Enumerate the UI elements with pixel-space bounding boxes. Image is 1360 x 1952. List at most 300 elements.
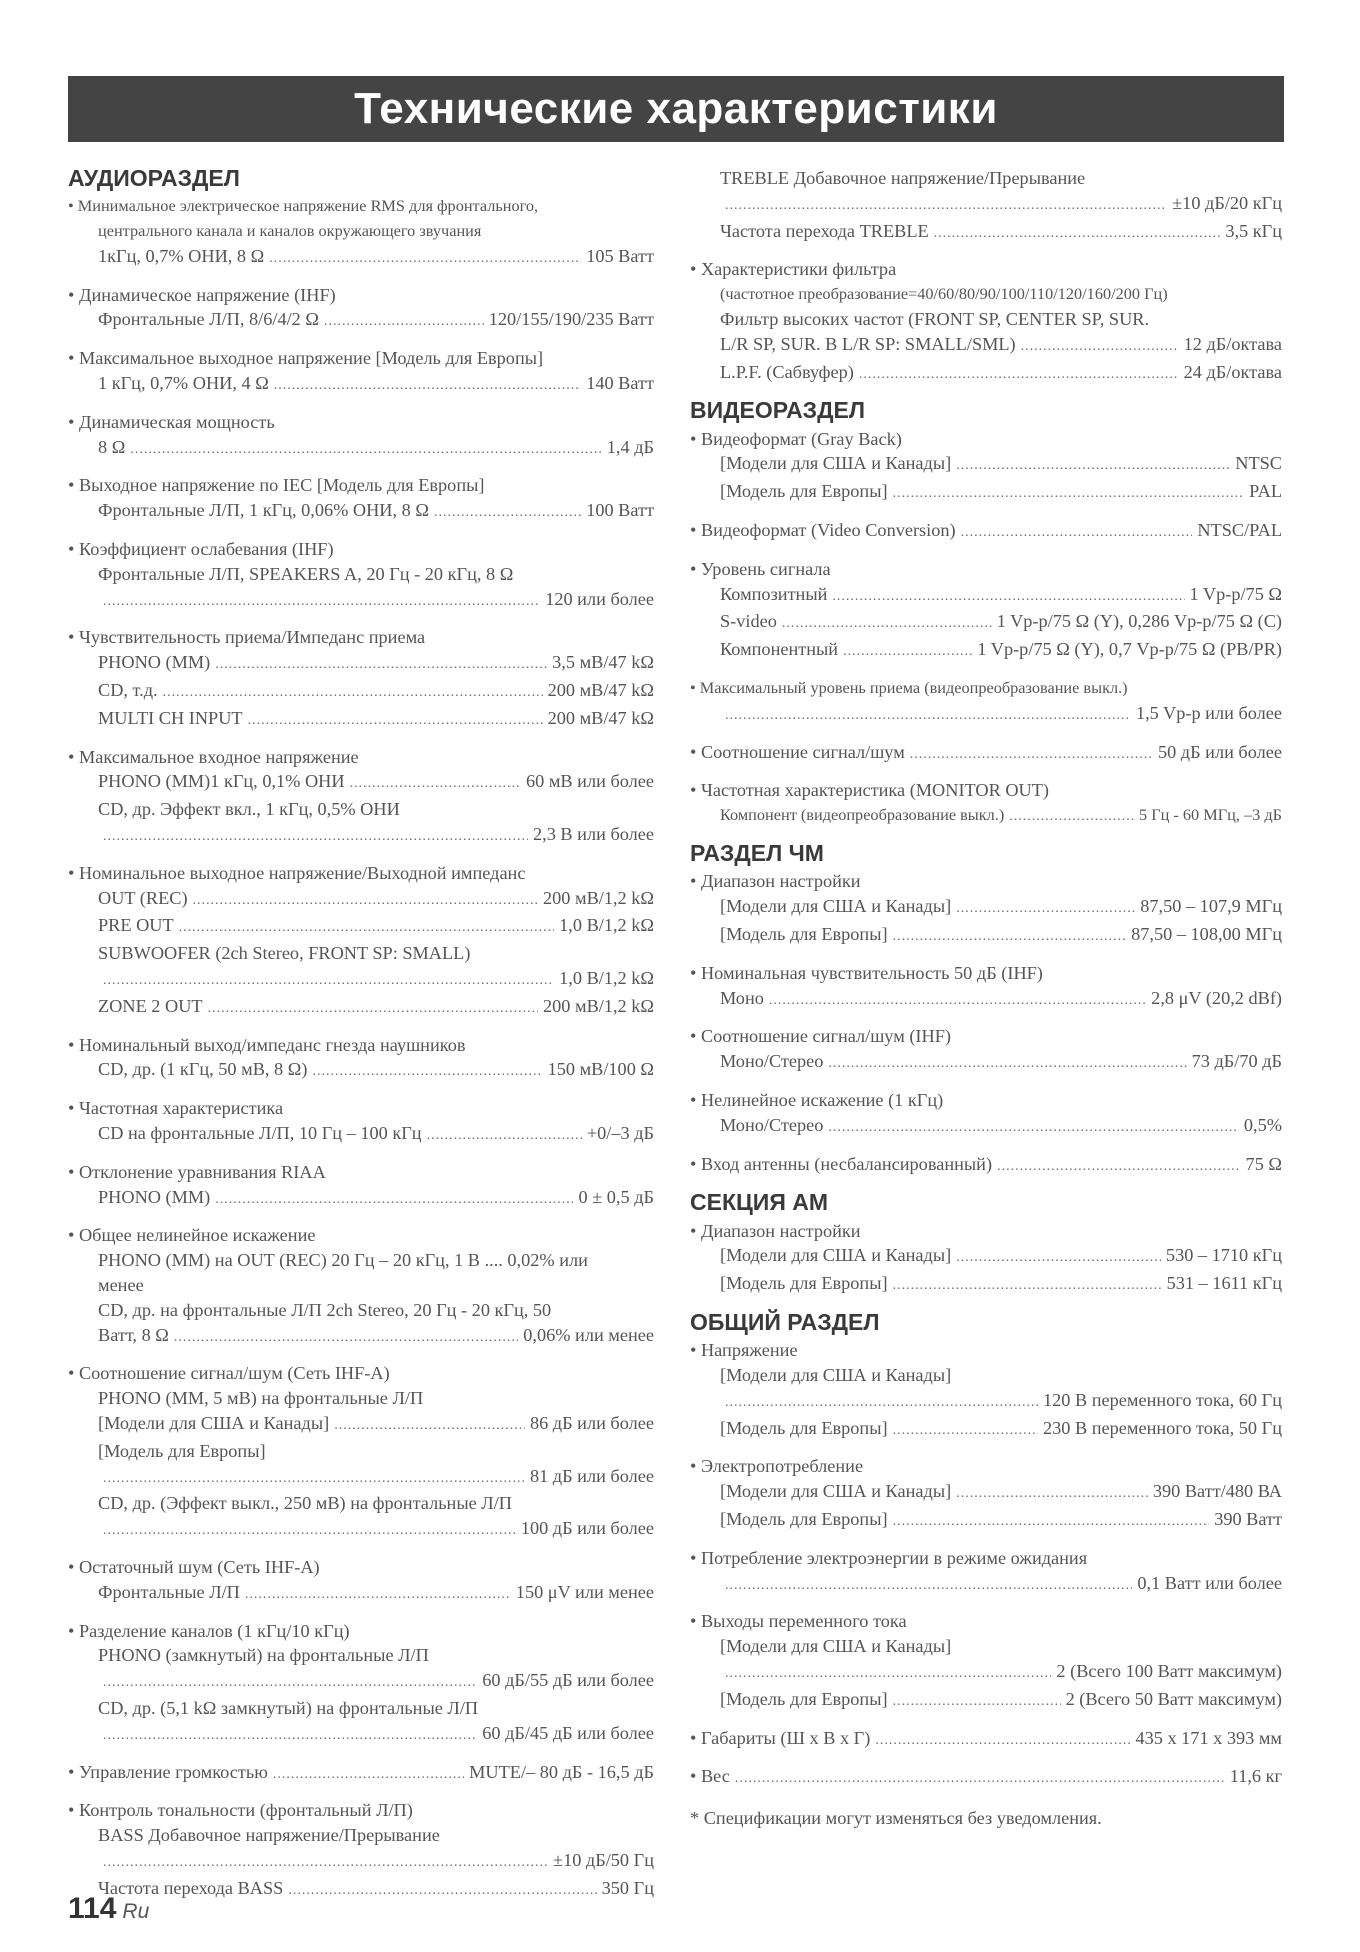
spec-label: PRE OUT (98, 915, 174, 936)
leader-dots (725, 704, 1131, 729)
spec-label: • Вес (690, 1766, 730, 1787)
spec-label: Фронтальные Л/П (98, 1581, 240, 1602)
spec-label: L.P.F. (Сабвуфер) (720, 361, 854, 382)
spec-row (690, 803, 1282, 830)
spec-item (68, 1033, 654, 1086)
page-number: 114 (68, 1892, 117, 1925)
spec-label: PHONO (MM) (98, 1186, 211, 1207)
spec-row (68, 650, 654, 678)
spec-item (690, 257, 1282, 387)
leader-dots (103, 969, 554, 994)
spec-row (690, 1416, 1282, 1444)
spec-value: 3,5 мВ/47 kΩ (552, 652, 654, 673)
spec-item (68, 537, 654, 614)
spec-text: BASS Добавочное напряжение/Прерывание (98, 1825, 440, 1846)
spec-item (68, 283, 654, 336)
spec-row (68, 769, 654, 797)
section-title: АУДИОРАЗДЕЛ (68, 165, 240, 191)
leader-dots (312, 1060, 542, 1085)
leader-dots (725, 1662, 1051, 1687)
spec-text: • Потребление электроэнергии в режиме ожидания (690, 1547, 1088, 1568)
spec-row (690, 1659, 1282, 1687)
spec-item (68, 1160, 654, 1213)
spec-value: 390 Ватт/480 ВА (1152, 1481, 1282, 1502)
spec-text: менее (98, 1274, 144, 1295)
spec-item (690, 166, 1282, 246)
spec-value: ±10 дБ/50 Гц (553, 1849, 654, 1870)
spec-text: • Видеоформат (Gray Back) (690, 428, 902, 449)
leader-dots (1009, 805, 1134, 830)
disclaimer-note: * Спецификации могут изменяться без уведомления. (690, 1808, 1102, 1829)
spec-row (690, 1764, 1282, 1792)
spec-value: 1 Vp-p/75 Ω (1189, 583, 1282, 604)
spec-section (690, 1190, 1282, 1299)
leader-dots (832, 585, 1184, 610)
spec-value: 75 Ω (1245, 1153, 1282, 1174)
spec-text: центрального канала и каналов окружающего звучания (98, 221, 482, 241)
spec-label: CD, т.д. (98, 680, 158, 701)
spec-value: 531 – 1611 кГц (1166, 1273, 1282, 1294)
spec-value: MUTE/– 80 дБ - 16,5 дБ (469, 1761, 654, 1782)
spec-item (690, 557, 1282, 665)
spec-label: 1 кГц, 0,7% ОНИ, 4 Ω (98, 373, 269, 394)
spec-row (690, 219, 1282, 247)
spec-label: CD, др. (1 кГц, 50 мВ, 8 Ω) (98, 1059, 308, 1080)
spec-text: • Уровень сигнала (690, 558, 831, 579)
leader-dots (956, 897, 1135, 922)
spec-value: 60 дБ/45 дБ или более (482, 1722, 654, 1743)
spec-value: 2,8 μV (20,2 dBf) (1151, 987, 1282, 1008)
spec-label: L/R SP, SUR. B L/R SP: SMALL/SML) (720, 333, 1016, 354)
leader-dots (193, 889, 538, 914)
spec-row (690, 332, 1282, 360)
leader-dots (103, 1467, 525, 1492)
spec-value: 60 дБ/55 дБ или более (482, 1670, 654, 1691)
spec-row (690, 1113, 1282, 1141)
leader-dots (782, 612, 992, 637)
spec-row (68, 1580, 654, 1608)
spec-item (690, 1088, 1282, 1141)
leader-dots (843, 640, 972, 665)
leader-dots (828, 1116, 1239, 1141)
spec-label: Моно/Стерео (720, 1114, 824, 1135)
spec-row (690, 1687, 1282, 1715)
spec-value: 24 дБ/октава (1183, 361, 1282, 382)
leader-dots (997, 1155, 1240, 1180)
spec-label: [Модель для Европы] (720, 1273, 888, 1294)
spec-text: • Электропотребление (690, 1456, 864, 1477)
leader-dots (961, 521, 1193, 546)
spec-row (68, 1760, 654, 1788)
spec-row (690, 479, 1282, 507)
spec-row (690, 1726, 1282, 1754)
spec-section (690, 398, 1282, 830)
spec-value: ±10 дБ/20 кГц (1172, 192, 1282, 213)
spec-row (68, 966, 654, 994)
spec-text: • Динамическое напряжение (IHF) (68, 284, 336, 305)
spec-value: 200 мВ/1,2 kΩ (543, 995, 654, 1016)
spec-label: • Видеоформат (Video Conversion) (690, 520, 956, 541)
leader-dots (103, 1671, 477, 1696)
spec-label: ZONE 2 OUT (98, 995, 203, 1016)
spec-value: 100 Ватт (586, 500, 654, 521)
spec-item (68, 1096, 654, 1149)
leader-dots (725, 1574, 1132, 1599)
spec-text: SUBWOOFER (2ch Stereo, FRONT SP: SMALL) (98, 943, 471, 964)
spec-item (690, 1338, 1282, 1443)
spec-value: 1 Vp-p/75 Ω (Y), 0,7 Vp-p/75 Ω (PB/PR) (977, 639, 1282, 660)
spec-text: • Нелинейное искажение (1 кГц) (690, 1089, 944, 1110)
leader-dots (215, 653, 547, 678)
leader-dots (735, 1767, 1225, 1792)
spec-label: [Модели для США и Канады] (720, 1245, 952, 1266)
spec-value: 530 – 1710 кГц (1165, 1245, 1282, 1266)
leader-dots (130, 438, 601, 463)
spec-text: • Номинальный выход/импеданс гнезда наушников (68, 1034, 466, 1055)
spec-value: 105 Ватт (586, 245, 654, 266)
spec-text: Фронтальные Л/П, SPEAKERS A, 20 Гц - 20 кГц, 8 Ω (98, 563, 514, 584)
spec-text: PHONO (замкнутый) на фронтальные Л/П (98, 1645, 429, 1666)
leader-dots (956, 1482, 1148, 1507)
spec-value: 12 дБ/октава (1183, 333, 1282, 354)
spec-text: • Коэффициент ослабевания (IHF) (68, 539, 334, 560)
spec-item (690, 961, 1282, 1014)
spec-text: • Контроль тональности (фронтальный Л/П) (68, 1800, 413, 1821)
spec-section (68, 166, 654, 1904)
spec-label: [Модели для США и Канады] (720, 453, 952, 474)
page-title-bar (68, 76, 1284, 142)
spec-value: 150 мВ/100 Ω (547, 1059, 654, 1080)
spec-item (690, 778, 1282, 830)
spec-item (690, 740, 1282, 768)
spec-row (68, 1848, 654, 1876)
leader-dots (215, 1188, 573, 1213)
spec-value: 200 мВ/1,2 kΩ (543, 887, 654, 908)
spec-value: 87,50 – 108,00 МГц (1131, 923, 1282, 944)
spec-value: 150 μV или менее (515, 1581, 654, 1602)
spec-label: [Модели для США и Канады] (720, 1481, 952, 1502)
spec-text: • Разделение каналов (1 кГц/10 кГц) (68, 1620, 350, 1641)
spec-text: • Частотная характеристика (68, 1098, 284, 1119)
spec-value: NTSC (1235, 453, 1282, 474)
spec-item (68, 745, 654, 850)
spec-row (68, 1323, 654, 1351)
spec-row (690, 582, 1282, 610)
spec-row (68, 371, 654, 399)
spec-label: PHONO (MM)1 кГц, 0,1% ОНИ (98, 771, 345, 792)
leader-dots (934, 222, 1221, 247)
spec-value: 230 В переменного тока, 50 Гц (1042, 1417, 1282, 1438)
spec-label: CD на фронтальные Л/П, 10 Гц – 100 кГц (98, 1123, 422, 1143)
spec-row (690, 1049, 1282, 1077)
section-title: РАЗДЕЛ ЧМ (690, 840, 824, 867)
spec-text: • Диапазон настройки (690, 1220, 861, 1241)
spec-value: 5 Гц - 60 МГц, –3 дБ (1139, 805, 1282, 825)
leader-dots (174, 1326, 518, 1351)
leader-dots (269, 247, 581, 272)
spec-row (690, 1507, 1282, 1535)
spec-row (690, 1479, 1282, 1507)
spec-label: • Соотношение сигнал/шум (690, 741, 905, 762)
spec-text: • Номинальное выходное напряжение/Выходной импеданс (68, 862, 526, 883)
spec-value: 390 Ватт (1214, 1509, 1282, 1530)
spec-item (690, 676, 1282, 729)
spec-label: • Вход антенны (несбалансированный) (690, 1153, 993, 1174)
leader-dots (324, 310, 484, 335)
spec-row (68, 913, 654, 941)
section-title: ОБЩИЙ РАЗДЕЛ (690, 1308, 880, 1335)
spec-label: OUT (REC) (98, 887, 188, 908)
leader-dots (248, 709, 543, 734)
leader-dots (956, 1246, 1161, 1271)
spec-row (690, 451, 1282, 479)
spec-text: • Минимальное электрическое напряжение RMS для фронтального, (68, 196, 539, 216)
spec-row (690, 191, 1282, 219)
spec-text: [Модели для США и Канады] (720, 1365, 952, 1386)
leader-dots (893, 482, 1245, 507)
leader-dots (103, 1851, 548, 1876)
leader-dots (828, 1052, 1186, 1077)
spec-row (690, 1243, 1282, 1271)
spec-value: 2,3 В или более (533, 824, 654, 845)
spec-item (690, 518, 1282, 546)
spec-value: 81 дБ или более (529, 1465, 654, 1486)
spec-value: 2 (Всего 100 Ватт максимум) (1056, 1661, 1282, 1682)
leader-dots (725, 1391, 1038, 1416)
section-title: СЕКЦИЯ AM (690, 1189, 829, 1216)
spec-value: 1 Vp-p/75 Ω (Y), 0,286 Vp-p/75 Ω (C) (996, 611, 1282, 632)
spec-text: • Номинальная чувствительность 50 дБ (IHF) (690, 962, 1043, 983)
leader-dots (103, 590, 540, 615)
spec-text: • Напряжение (690, 1340, 798, 1361)
leader-dots (769, 989, 1146, 1014)
spec-row (68, 1516, 654, 1544)
spec-text: • Выходы переменного тока (690, 1611, 907, 1632)
spec-label: [Модели для США и Канады] (720, 896, 952, 917)
page-language: Ru (122, 1900, 150, 1923)
spec-label: 8 Ω (98, 436, 126, 457)
spec-item (68, 346, 654, 399)
spec-row (68, 678, 654, 706)
spec-item (68, 1555, 654, 1608)
spec-item (68, 1361, 654, 1544)
spec-item (68, 1760, 654, 1788)
leader-dots (893, 1419, 1038, 1444)
spec-row (68, 994, 654, 1022)
spec-item (690, 1219, 1282, 1299)
spec-row (68, 886, 654, 914)
spec-text: • Соотношение сигнал/шум (IHF) (690, 1026, 951, 1047)
spec-label: [Модели для США и Канады] (98, 1412, 330, 1433)
spec-section (690, 841, 1282, 1179)
spec-row (68, 706, 654, 734)
spec-row (690, 701, 1282, 729)
spec-row (68, 1876, 654, 1904)
spec-label: [Модель для Европы] (720, 923, 888, 944)
spec-row (690, 986, 1282, 1014)
spec-value: 87,50 – 107,9 МГц (1140, 896, 1282, 917)
spec-text: TREBLE Добавочное напряжение/Прерывание (720, 168, 1086, 188)
spec-value: 1,5 Vp-p или более (1135, 702, 1282, 723)
leader-dots (725, 194, 1167, 219)
spec-text: • Общее нелинейное искажение (68, 1225, 316, 1246)
spec-item (690, 1726, 1282, 1754)
leader-dots (103, 1724, 477, 1749)
spec-value: 435 x 171 x 393 мм (1135, 1727, 1282, 1748)
page-title: Технические характеристики (354, 84, 998, 133)
spec-row (690, 360, 1282, 388)
right-column (690, 166, 1282, 1830)
spec-label: S-video (720, 611, 777, 632)
spec-row (68, 822, 654, 850)
spec-text: Фильтр высоких частот (FRONT SP, CENTER SP, SUR. (720, 308, 1150, 329)
spec-item (690, 1454, 1282, 1534)
spec-row (690, 609, 1282, 637)
spec-value: 200 мВ/47 kΩ (547, 680, 654, 701)
spec-item (690, 1764, 1282, 1792)
spec-value: NTSC/PAL (1197, 520, 1282, 541)
spec-item (68, 625, 654, 733)
spec-row (68, 1721, 654, 1749)
spec-item (68, 473, 654, 526)
leader-dots (893, 925, 1127, 950)
spec-text: • Максимальный уровень приема (видеопреобразование выкл.) (690, 678, 1128, 698)
spec-item (68, 1223, 654, 1350)
spec-row (68, 244, 654, 272)
leader-dots (288, 1879, 596, 1904)
spec-row (68, 587, 654, 615)
leader-dots (103, 1519, 516, 1544)
spec-value: 11,6 кг (1229, 1766, 1282, 1787)
spec-label: Фронтальные Л/П, 8/6/4/2 Ω (98, 309, 319, 330)
spec-text: • Максимальное входное напряжение (68, 746, 359, 767)
leader-dots (893, 1274, 1162, 1299)
spec-section (690, 1310, 1282, 1792)
leader-dots (163, 681, 543, 706)
leader-dots (893, 1510, 1210, 1535)
spec-text: • Максимальное выходное напряжение [Модель для Европы] (68, 348, 544, 369)
spec-item (690, 1609, 1282, 1714)
left-column (68, 166, 654, 1915)
spec-value: 0,1 Ватт или более (1137, 1572, 1282, 1593)
spec-label: [Модель для Европы] (720, 1417, 888, 1438)
spec-value: 350 Гц (601, 1877, 654, 1898)
spec-value: 1,4 дБ (606, 436, 654, 457)
spec-value: 120 В переменного тока, 60 Гц (1042, 1389, 1282, 1410)
spec-label: [Модель для Европы] (720, 1509, 888, 1530)
spec-text: • Остаточный шум (Сеть IHF-A) (68, 1556, 320, 1577)
spec-row (68, 1185, 654, 1213)
spec-value: 2 (Всего 50 Ватт максимум) (1065, 1688, 1282, 1709)
page-footer (68, 1892, 149, 1926)
spec-label: • Управление громкостью (68, 1761, 268, 1782)
leader-dots (956, 454, 1230, 479)
spec-item (68, 861, 654, 1022)
spec-text: CD, др. (5,1 kΩ замкнутый) на фронтальные Л/П (98, 1697, 479, 1718)
leader-dots (910, 743, 1153, 768)
spec-text: CD, др. (Эффект выкл., 250 мВ) на фронтальные Л/П (98, 1493, 512, 1514)
spec-label: Моно/Стерео (720, 1051, 824, 1072)
spec-item (690, 1152, 1282, 1180)
spec-value: 100 дБ или более (520, 1518, 654, 1539)
spec-value: 1,0 В/1,2 kΩ (559, 968, 654, 989)
spec-value: 50 дБ или более (1157, 741, 1282, 762)
leader-dots (334, 1414, 525, 1439)
spec-item (68, 1619, 654, 1749)
spec-text: • Динамическая мощность (68, 411, 275, 432)
leader-dots (245, 1583, 511, 1608)
spec-text: • Характеристики фильтра (690, 259, 897, 280)
leader-dots (875, 1729, 1130, 1754)
spec-label: Моно (720, 987, 764, 1008)
leader-dots (103, 825, 528, 850)
spec-row (690, 1271, 1282, 1299)
spec-label: [Модель для Европы] (720, 481, 888, 502)
spec-row (68, 307, 654, 335)
spec-value: 0,06% или менее (523, 1324, 654, 1345)
spec-text: CD, др. Эффект вкл., 1 кГц, 0,5% ОНИ (98, 799, 400, 820)
spec-row (68, 435, 654, 463)
spec-value: +0/–3 дБ (586, 1123, 654, 1143)
spec-label: Частота перехода TREBLE (720, 220, 929, 241)
spec-item (690, 1024, 1282, 1077)
leader-dots (208, 997, 538, 1022)
leader-dots (274, 374, 581, 399)
leader-dots (350, 772, 521, 797)
spec-item (68, 194, 654, 271)
section-title: ВИДЕОРАЗДЕЛ (690, 397, 865, 424)
spec-value: 3,5 кГц (1225, 220, 1282, 241)
spec-label: [Модель для Европы] (720, 1688, 888, 1709)
spec-label: Компонентный (720, 639, 839, 660)
spec-label: MULTI CH INPUT (98, 707, 243, 728)
leader-dots (893, 1690, 1061, 1715)
spec-text: [Модели для США и Канады] (720, 1636, 952, 1657)
spec-text: • Частотная характеристика (MONITOR OUT) (690, 780, 1050, 801)
spec-value: PAL (1249, 481, 1282, 502)
spec-label: Композитный (720, 583, 828, 604)
spec-label: PHONO (MM) (98, 652, 211, 673)
spec-value: 140 Ватт (586, 373, 654, 394)
spec-row (68, 1464, 654, 1492)
leader-dots (1021, 335, 1179, 360)
spec-row (68, 1668, 654, 1696)
spec-value: 86 дБ или более (529, 1412, 654, 1433)
spec-item (690, 1546, 1282, 1599)
spec-row (690, 740, 1282, 768)
spec-label: Частота перехода BASS (98, 1877, 284, 1898)
spec-text: • Соотношение сигнал/шум (Сеть IHF-A) (68, 1363, 390, 1384)
spec-row (690, 922, 1282, 950)
spec-row (68, 498, 654, 526)
leader-dots (273, 1763, 464, 1788)
leader-dots (179, 916, 554, 941)
spec-text: (частотное преобразование=40/60/80/90/100/110/120/160/200 Гц) (720, 284, 1168, 304)
spec-value: 0,5% (1243, 1114, 1282, 1135)
spec-row (68, 1057, 654, 1085)
spec-value: 200 мВ/47 kΩ (547, 707, 654, 728)
spec-text: CD, др. на фронтальные Л/П 2ch Stereo, 20 Гц - 20 кГц, 50 (98, 1299, 552, 1320)
spec-text: PHONO (MM, 5 мВ) на фронтальные Л/П (98, 1388, 424, 1409)
spec-label: • Габариты (Ш x В x Г) (690, 1727, 871, 1748)
spec-value: 73 дБ/70 дБ (1191, 1051, 1282, 1072)
spec-row (690, 1388, 1282, 1416)
spec-row (690, 637, 1282, 665)
spec-text: [Модель для Европы] (98, 1440, 266, 1461)
spec-text: • Чувствительность приема/Импеданс приема (68, 627, 426, 648)
leader-dots (427, 1124, 582, 1149)
spec-label: Фронтальные Л/П, 1 кГц, 0,06% ОНИ, 8 Ω (98, 500, 429, 521)
